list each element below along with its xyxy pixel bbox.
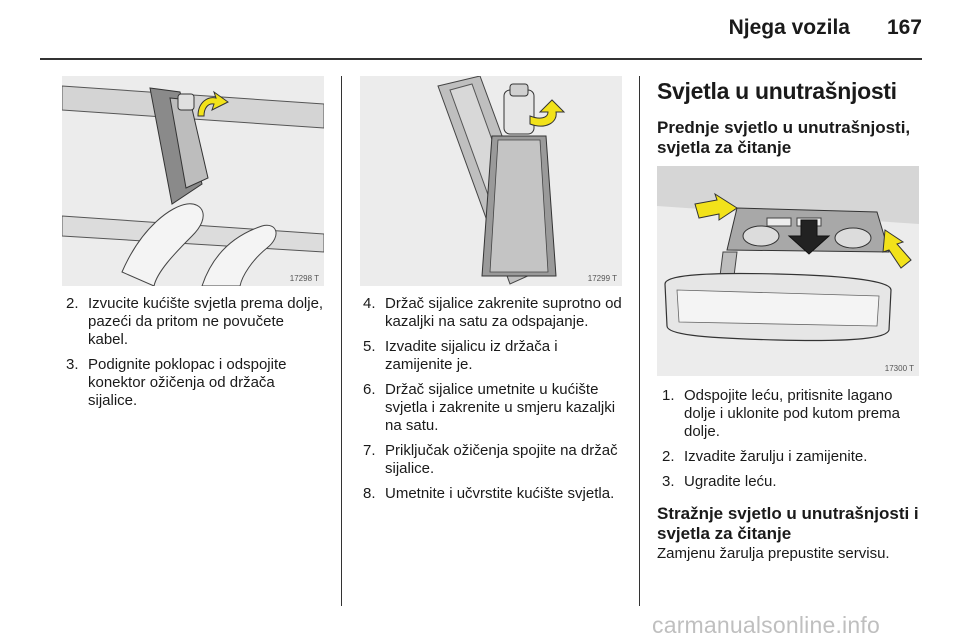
step-text: Odspojite leću, pritisnite lagano dolje i uklonite pod kutom prema dolje. — [684, 387, 900, 440]
list-item — [363, 338, 625, 374]
service-note: Zamjenu žarulja prepustite servisu. — [657, 545, 890, 562]
step-text: Podignite poklopac i odspojite konektor ožičenja od držača sijalice. — [88, 356, 287, 409]
step-number: 6. — [363, 381, 376, 398]
step-number: 8. — [363, 485, 376, 502]
list-item — [66, 356, 328, 410]
page-number: 167 — [886, 16, 922, 39]
step-text: Držač sijalice zakrenite suprotno od kazaljki na satu za odspajanje. — [385, 295, 622, 330]
figure-code: 17299 T — [587, 274, 617, 283]
step-number: 7. — [363, 442, 376, 459]
figure-front-interior-light — [657, 166, 919, 376]
step-text: Držač sijalice umetnite u kućište svjetla i zakrenite u smjeru kazaljki na satu. — [385, 381, 616, 434]
watermark: carmanualsonline.info — [652, 612, 880, 638]
step-number: 3. — [662, 473, 675, 490]
figure-code: 17298 T — [289, 274, 319, 283]
column-3-steps — [662, 387, 920, 498]
column-1-steps — [66, 295, 328, 417]
figure-code: 17300 T — [884, 364, 914, 373]
yellow-arrow-right-icon — [883, 230, 911, 268]
yellow-rotate-arrow-icon — [530, 100, 564, 126]
figure-bulb-holder-rotate — [360, 76, 622, 286]
list-item — [66, 295, 328, 349]
list-item — [363, 381, 625, 435]
figure-lamp-housing-removal — [62, 76, 324, 286]
column-2-steps — [363, 295, 625, 510]
step-text: Izvadite žarulju i zamijenite. — [684, 448, 868, 465]
section-title: Svjetla u unutrašnjosti — [657, 78, 897, 104]
list-item — [363, 295, 625, 331]
list-item — [363, 485, 625, 503]
running-header-title: Njega vozila — [728, 16, 850, 39]
step-number: 4. — [363, 295, 376, 312]
figure-2-illustration — [360, 76, 622, 286]
step-number: 2. — [66, 295, 79, 312]
header-rule — [40, 58, 922, 60]
list-item — [662, 448, 920, 466]
step-number: 1. — [662, 387, 675, 404]
figure-3-illustration — [657, 166, 919, 376]
column-divider-1 — [341, 76, 342, 606]
step-text: Izvucite kućište svjetla prema dolje, pazeći da pritom ne povučete kabel. — [88, 295, 324, 348]
step-text: Umetnite i učvrstite kućište svjetla. — [385, 485, 615, 502]
list-item — [662, 387, 920, 441]
step-text: Priključak ožičenja spojite na držač sijalice. — [385, 442, 618, 477]
step-number: 2. — [662, 448, 675, 465]
step-text: Izvadite sijalicu iz držača i zamijenite je. — [385, 338, 558, 373]
figure-1-illustration — [62, 76, 324, 286]
list-item — [363, 442, 625, 478]
list-item — [662, 473, 920, 491]
column-divider-2 — [639, 76, 640, 606]
subsection-title-rear-light: Stražnje svjetlo u unutrašnjosti i svjetla za čitanje — [657, 504, 919, 543]
subsection-title-front-light: Prednje svjetlo u unutrašnjosti, svjetla za čitanje — [657, 118, 911, 157]
step-text: Ugradite leću. — [684, 473, 777, 490]
step-number: 5. — [363, 338, 376, 355]
step-number: 3. — [66, 356, 79, 373]
